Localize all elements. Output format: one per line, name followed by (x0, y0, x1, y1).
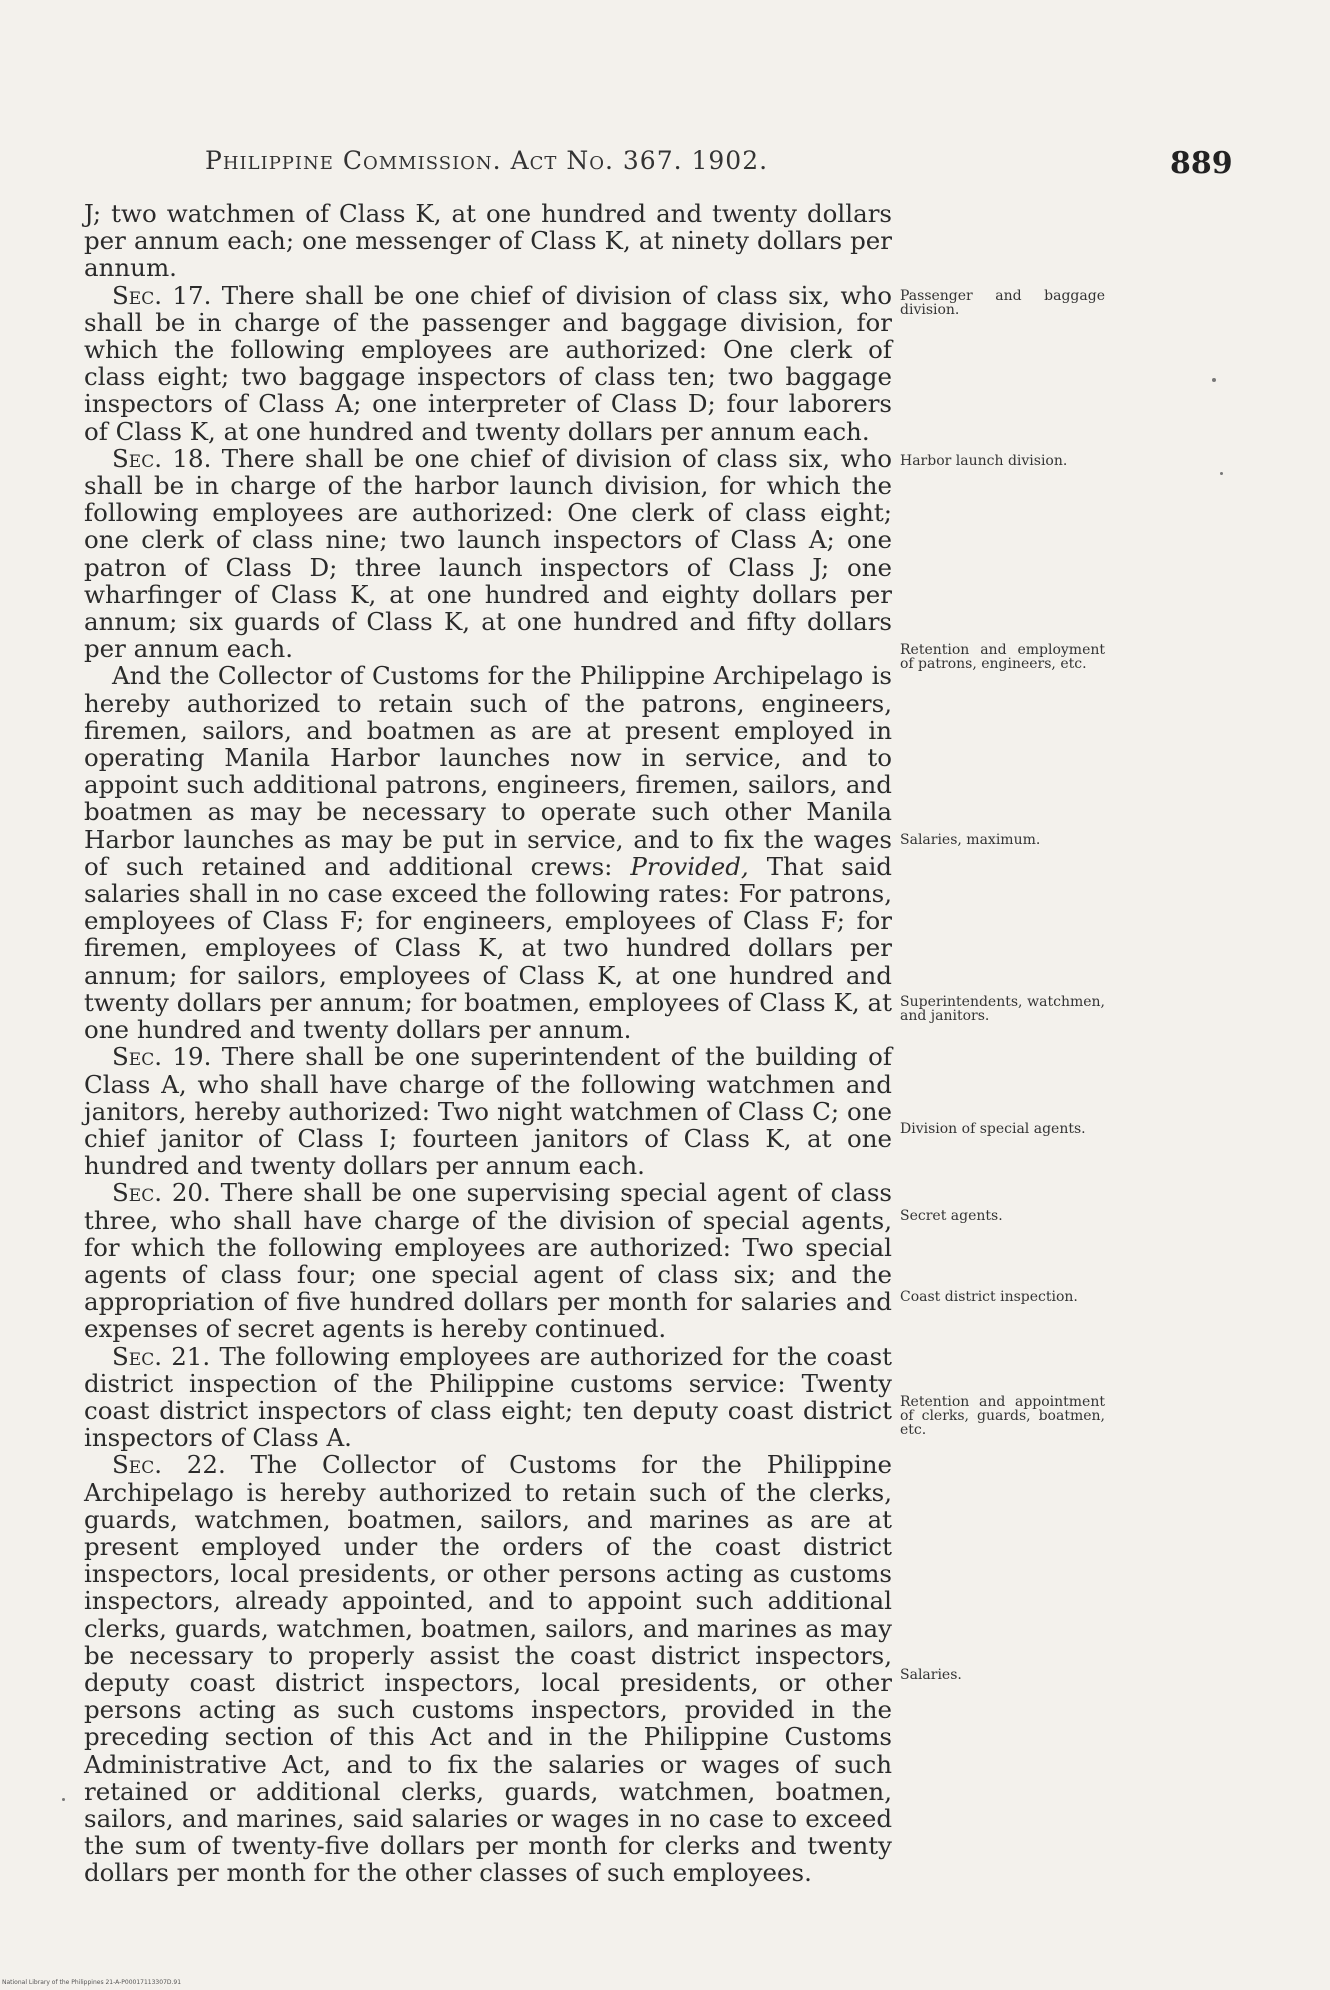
paragraph-sec-20 (84, 1179, 892, 1342)
section-label: Sec. 22. (112, 1450, 226, 1480)
margin-note-harbor-launch: Harbor launch division. (900, 453, 1068, 469)
paragraph-collector-launches (84, 662, 892, 1043)
section-label: Sec. 18. (112, 443, 212, 473)
paragraph-sec-19 (84, 1043, 892, 1179)
paragraph-sec-22 (84, 1451, 892, 1886)
running-head: Philippine Commission. Act No. 367. 1902. (205, 146, 769, 175)
margin-note-salaries: Salaries. (900, 1667, 962, 1683)
body-text (84, 200, 892, 1887)
scan-credit: National Library of the Philippines 21-A-P00017113307D.91 (2, 1979, 182, 1986)
section-text: The Collector of Customs for the Philippine Archipelago is hereby authorized to retain such of the clerks, guards, watchmen, boatmen, sailors, and marines as are at present employed under the orders of the coast district inspectors, local presidents, or other persons acting as customs inspectors, already appointed, and to appoint such additional clerks, guards, watchmen, boatmen, sailors, and marines as may be necessary to properly assist the coast district inspectors, deputy coast district inspectors, local presidents, or other persons acting as such customs inspectors, provided in the preceding section of this Act and in the Philippine Customs Administrative Act, and to fix the salaries or wages of such retained or additional clerks, guards, watchmen, boatmen, sailors, and marines, said salaries or wages in no case to exceed the sum of twenty-five dollars per month for clerks and twenty dollars per month for the other classes of such employees. (84, 1450, 892, 1888)
scan-speck (1220, 472, 1223, 475)
section-label: Sec. 17. (112, 280, 212, 310)
paragraph-text: And the Collector of Customs for the Philippine Archipelago is hereby authorized to retain such of the patrons, engineers, firemen, sailors, and boatmen as are at present employed in operating Manila Harbor launches now in service, and to appoint such additional patrons, engineers, firemen, sailors, and boatmen as may be necessary to operate such other Manila Harbor launches as may be put in service, and to fix the wages of such retained and additional crews: (84, 661, 892, 881)
section-text: There shall be one superintendent of the building of Class A, who shall have charge of the following watchmen and janitors, hereby authorized: Two night watchmen of Class C; one chief janitor of Class I; fourteen janitors of Class K, at one hundred and twenty dollars per annum each. (84, 1042, 892, 1181)
margin-note-retention-clerks: Retention and appointment of clerks, guards, boatmen, etc. (900, 1394, 1105, 1438)
section-label: Sec. 20. (112, 1178, 211, 1208)
paragraph-sec-21 (84, 1343, 892, 1452)
paragraph-sec-18 (84, 445, 892, 663)
paragraph-continuation: J; two watchmen of Class K, at one hundred and twenty dollars per annum each; one messenger of Class K, at ninety dollars per annum. (84, 199, 892, 283)
section-label: Sec. 19. (112, 1042, 212, 1072)
margin-note-passenger-division: Passenger and baggage division. (900, 288, 1105, 318)
section-text: There shall be one chief of division of class six, who shall be in charge of the passenger and baggage division, for which the following employees are authorized: One clerk of class eight; two baggage inspectors of class ten; two baggage inspectors of Class A; one interpreter of Class D; four laborers of Class K, at one hundred and twenty dollars per annum each. (84, 280, 892, 446)
margin-note-coast-district: Coast district inspection. (900, 1289, 1078, 1305)
section-text: The following employees are authorized for the coast district inspection of the Philippine customs service: Twenty coast district inspectors of class eight; ten deputy coast district inspectors of Class A. (84, 1341, 892, 1453)
section-text: There shall be one chief of division of class six, who shall be in charge of the harbor launch division, for which the following employees are authorized: One clerk of class eight; one clerk of class nine; two launch inspectors of Class A; one patron of Class D; three launch inspectors of Class J; one wharfinger of Class K, at one hundred and eighty dollars per annum; six guards of Class K, at one hundred and fifty dollars per annum each. (84, 443, 892, 664)
margin-note-salaries-maximum: Salaries, maximum. (900, 832, 1041, 848)
margin-note-superintendents: Superintendents, watchmen, and janitors. (900, 994, 1105, 1024)
margin-note-special-agents: Division of special agents. (900, 1121, 1086, 1137)
paragraph-sec-17 (84, 282, 892, 445)
provided-term: Provided, (630, 851, 749, 881)
margin-note-secret-agents: Secret agents. (900, 1208, 1003, 1224)
page-number: 889 (1170, 146, 1233, 181)
margin-note-retention-patrons: Retention and employment of patrons, engineers, etc. (900, 642, 1105, 672)
paragraph-text: That said salaries shall in no case exceed the following rates: For patrons, employees of Class F; for engineers, employees of Class F; for firemen, employees of Class K, at two hundred dollars per annum; for sailors, employees of Class K, at one hundred and twenty dollars per annum; for boatmen, employees of Class K, at one hundred and twenty dollars per annum. (84, 851, 892, 1045)
section-label: Sec. 21. (112, 1341, 211, 1371)
scan-speck (62, 1798, 65, 1801)
scan-speck (1212, 378, 1216, 382)
section-text: There shall be one supervising special agent of class three, who shall have charge of the division of special agents, for which the following employees are authorized: Two special agents of class four; one special agent of class six; and the appropriation of five hundred dollars per month for salaries and expenses of secret agents is hereby continued. (84, 1178, 892, 1344)
